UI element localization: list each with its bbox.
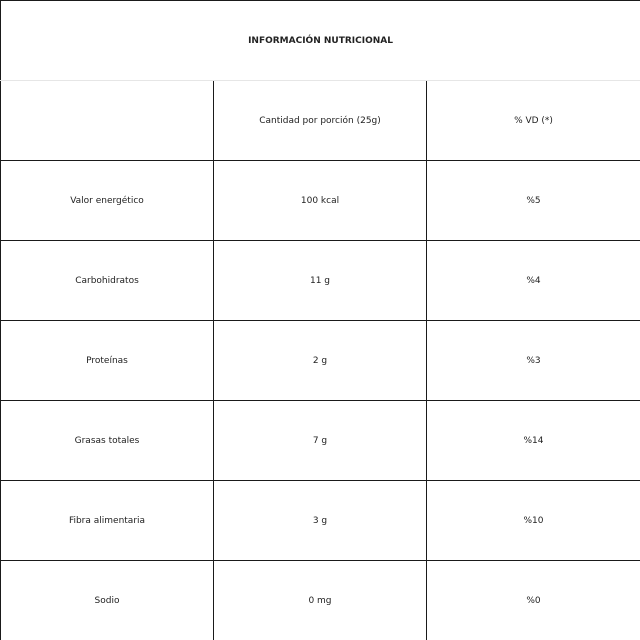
table-row [1, 241, 640, 321]
nutrient-quantity: 0 mg [214, 561, 427, 640]
header-nutrient [1, 81, 214, 161]
table-row [1, 401, 640, 481]
nutrient-daily-value: %0 [427, 561, 640, 640]
nutrient-quantity: 100 kcal [214, 161, 427, 241]
nutrient-daily-value: %5 [427, 161, 640, 241]
header-row [1, 81, 640, 161]
nutrient-daily-value: %4 [427, 241, 640, 321]
nutrient-name: Fibra alimentaria [1, 481, 214, 561]
table-row [1, 321, 640, 401]
nutrient-daily-value: %3 [427, 321, 640, 401]
nutrient-name: Grasas totales [1, 401, 214, 481]
nutrient-quantity: 3 g [214, 481, 427, 561]
nutrient-quantity: 7 g [214, 401, 427, 481]
nutrient-daily-value: %14 [427, 401, 640, 481]
nutrient-daily-value: %10 [427, 481, 640, 561]
nutrient-name: Valor energético [1, 161, 214, 241]
nutrient-name: Proteínas [1, 321, 214, 401]
header-daily-value: % VD (*) [427, 81, 640, 161]
table-row [1, 161, 640, 241]
title-row [1, 1, 640, 81]
header-quantity: Cantidad por porción (25g) [214, 81, 427, 161]
table-title: INFORMACIÓN NUTRICIONAL [1, 1, 640, 81]
table-row [1, 561, 640, 640]
table-row [1, 481, 640, 561]
nutrient-quantity: 11 g [214, 241, 427, 321]
nutrient-quantity: 2 g [214, 321, 427, 401]
nutrient-name: Sodio [1, 561, 214, 640]
nutrient-name: Carbohidratos [1, 241, 214, 321]
